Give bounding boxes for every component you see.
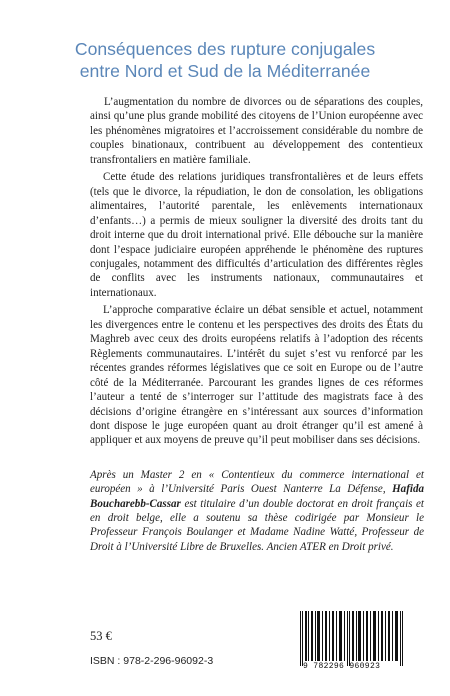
summary-paragraph-3: L’approche comparative éclaire un débat sensible et actuel, notamment les divergences entre le contenu et les perspectives des droits des États du Maghreb avec ceux des droits européens relatifs à l’adoption des récents Règlements communautaires. L’intérêt du sujet s’est vu renforcé par les récentes grandes réformes législatives que ce soit en Europe ou de l’autre côté de la Méditerranée. Parcourant les grandes lignes de ces réformes l’auteur a tenté de s’interroger sur l’attitude des magistrats face à des décisions d’origine étrangère en s’intéressant aux sources d’information dont dispose le juge européen quant au droit étranger qu’il est amené à appliquer et aux moyens de preuve qu’il peut mobiliser dans ses décisions. xyxy=(90,304,423,447)
price: 53 € xyxy=(90,629,112,643)
barcode-number: 9 782296 960923 xyxy=(303,662,381,671)
summary-paragraph-2: Cette étude des relations juridiques transfrontalières et de leurs effets (tels que le divorce, la répudiation, le don de consolation, les obligations alimentaires, l’autorité parentale, les enlèvements internationaux d’enfants…) a permis de mieux souligner la diversité des droits tant du droit interne que du droit international privé. Elle débouche sur la manière dont l’espace judiciaire européen appréhende le phénomène des ruptures conjugales, notamment des difficultés d’articulation des différentes règles de conflits avec les instruments nationaux, communautaires et internationaux. xyxy=(90,171,423,299)
book-title xyxy=(36,38,414,82)
book-title-line-1: Conséquences des rupture conjugales xyxy=(74,39,376,59)
author-bio-details: est titulaire d’un double doctorat en droit français et en droit belge, elle a soutenu sa thèse codirigée par Monsieur le Professeur François Boulanger et Madame Nadine Watté, Professeur de Droit à l’Université Libre de Bruxelles. Ancien ATER en Droit privé. xyxy=(90,497,424,553)
author-bio xyxy=(90,468,424,554)
summary-text xyxy=(90,95,423,451)
author-bio-intro: Après un Master 2 en « Contentieux du commerce international et européen » à l’Université Paris Ouest Nanterre La Défense, xyxy=(90,469,424,496)
isbn: ISBN : 978-2-296-96092-3 xyxy=(90,655,214,667)
author-name: Hafida Boucharebb-Cassar xyxy=(90,483,424,510)
book-title-line-2: entre Nord et Sud de la Méditerranée xyxy=(79,61,371,81)
summary-paragraph-1: L’augmentation du nombre de divorces ou de séparations des couples, ainsi qu’une plus grande mobilité des citoyens de l’Union européenne avec les phénomènes migratoires et l’accroissement considérable du nombre de couples binationaux, contribuent au développement des contentieux transfrontaliers en matière familiale. xyxy=(90,96,423,166)
barcode xyxy=(292,608,420,671)
